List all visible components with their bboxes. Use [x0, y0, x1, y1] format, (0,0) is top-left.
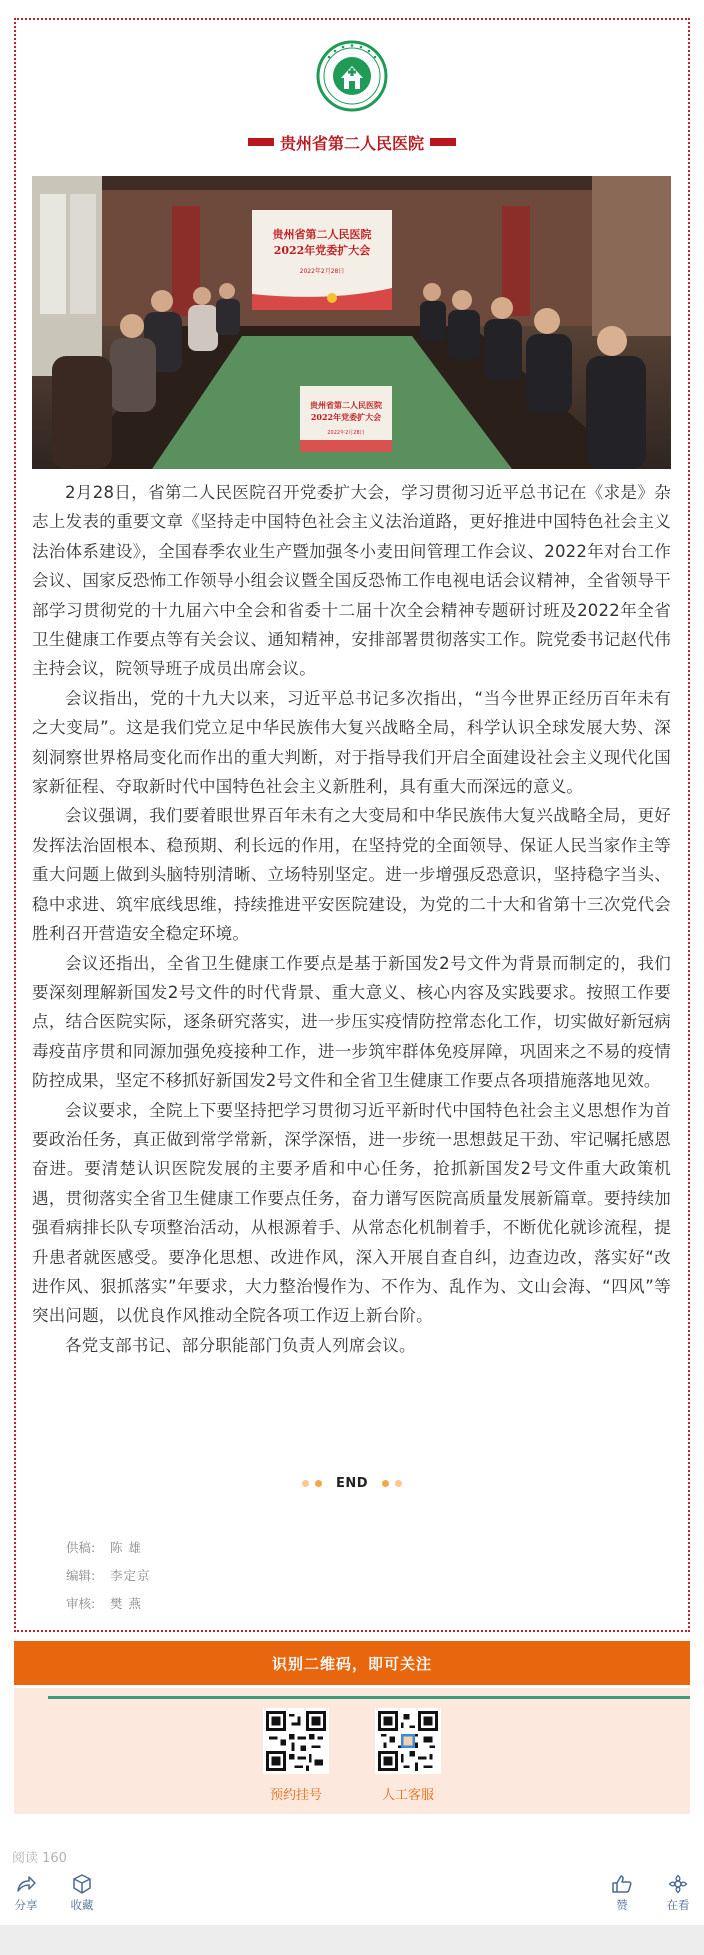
credit-contributor: 供稿: 陈 雄: [66, 1540, 142, 1555]
qr-customer-service[interactable]: [358, 1708, 458, 1803]
screen-title-line1: 贵州省第二人民医院: [272, 228, 372, 241]
watching-button[interactable]: [658, 1874, 698, 1913]
article-paragraph: 会议强调，我们要着眼世界百年未有之大变局和中华民族伟大复兴战略全局，更好发挥法治固根本、稳预期、利长远的作用，在坚持党的全面领导、保证人民当家作主等重大问题上做到头脑特别清晰、立场特别坚定。进一步增强反恐意识，坚持稳字当头、稳中求进、筑牢底线思维，持续推进平安医院建设，为党的二十大和省第十三次党代会胜利召开营造安全稳定环境。: [32, 806, 671, 944]
qr-label-appointment[interactable]: 预约挂号: [269, 1788, 322, 1803]
hospital-name: 贵州省第二人民医院: [279, 133, 424, 153]
article-paragraph: 2月28日，省第二人民医院召开党委扩大会，学习贯彻习近平总书记在《求是》杂志上发表的重要文章《坚持走中国特色社会主义法治道路，更好推进中国特色社会主义法治体系建设》，全国春季农业生产暨加强冬小麦田间管理工作会议、2022年对台工作会议、国家反恐怖工作领导小组会议暨全国反恐怖工作电视电话会议精神，全省领导干部学习贯彻党的十九届六中全会和省委十二届十次全会精神专题研讨班及2022年全省卫生健康工作要点等有关会议、通知精神，安排部署贯彻落实工作。院党委书记赵代伟主持会议，院领导班子成员出席会议。: [32, 483, 671, 679]
share-button[interactable]: [6, 1874, 46, 1913]
title-right-bar: [430, 138, 456, 146]
thumbs-up-icon: [611, 1874, 633, 1894]
qr-appointment[interactable]: [246, 1708, 346, 1803]
favorite-button[interactable]: [62, 1874, 102, 1913]
qr-code-icon[interactable]: [375, 1708, 441, 1774]
qr-label-customer-service[interactable]: 人工客服: [381, 1788, 434, 1803]
watching-label[interactable]: 在看: [666, 1898, 690, 1912]
qr-banner: 识别二维码，即可关注: [14, 1641, 690, 1685]
credit-editor: 编辑: 李定京: [66, 1568, 151, 1583]
screen-title-line2: 2022年党委扩大会: [273, 244, 371, 257]
share-label[interactable]: 分享: [14, 1898, 38, 1912]
credits: [66, 1534, 151, 1618]
title-left-bar: [248, 138, 274, 146]
qr-panel: [14, 1688, 690, 1814]
read-count: 阅读 160: [12, 1851, 67, 1866]
screen-date: 2022年2月28日: [299, 268, 345, 275]
tv-date: 2022年2月28日: [327, 430, 365, 436]
flower-icon: [667, 1874, 689, 1894]
article-body: [32, 478, 671, 1360]
like-label[interactable]: 赞: [616, 1898, 628, 1912]
credit-reviewer: 审核: 樊 燕: [66, 1596, 142, 1611]
green-divider: [48, 1696, 690, 1699]
share-icon: [15, 1874, 37, 1894]
article-paragraph: 各党支部书记、部分职能部门负责人列席会议。: [65, 1335, 416, 1355]
end-marker: [0, 1471, 704, 1495]
decor-dot: [302, 1480, 309, 1487]
article-paragraph: 会议还指出，全省卫生健康工作要点是基于新国发2号文件为背景而制定的，我们要深刻理解新国发2号文件的时代背景、重大意义、核心内容及实践要求。按照工作要点，结合医院实际，逐条研究落实，进一步压实疫情防控常态化工作，切实做好新冠病毒疫苗序贯和同源加强免疫接种工作，进一步筑牢群体免疫屏障，巩固来之不易的疫情防控成果，坚定不移抓好新国发2号文件和全省卫生健康工作要点各项措施落地见效。: [32, 953, 671, 1091]
meeting-photo[interactable]: [32, 176, 671, 469]
meeting-scene-illustration: [32, 176, 671, 469]
hospital-title: [0, 128, 704, 156]
end-text: END: [335, 1475, 369, 1491]
article-paragraph: 会议指出，党的十九大以来，习近平总书记多次指出，“当今世界正经历百年未有之大变局”。这是我们党立足中华民族伟大复兴战略全局，科学认识全球发展大势、深刻洞察世界格局变化而作出的重大判断，对于指导我们开启全面建设社会主义现代化国家新征程、夺取新时代中国特色社会主义新胜利，具有重大而深远的意义。: [32, 688, 671, 797]
qr-code-icon[interactable]: [263, 1708, 329, 1774]
cube-icon: [71, 1874, 93, 1894]
article-paragraph: 会议要求，全院上下要坚持把学习贯彻习近平新时代中国特色社会主义思想作为首要政治任务，真正做到常学常新，深学深悟，进一步统一思想鼓足干劲、牢记嘱托感恩奋进。要清楚认识医院发展的主要矛盾和中心任务，抢抓新国发2号文件重大政策机遇，贯彻落实全省卫生健康工作要点任务，奋力谱写医院高质量发展新篇章。要持续加强看病排长队专项整治活动，从根源着手、从常态化机制着手，不断优化就诊流程，提升患者就医感受。要净化思想、改进作风，深入开展自查自纠，边查边改，落实好“改进作风、狠抓落实”年要求，大力整治慢作为、不作为、乱作为、文山会海、“四风”等突出问题，以优良作风推动全院各项工作迈上新台阶。: [32, 1100, 671, 1326]
like-button[interactable]: [602, 1874, 642, 1913]
bottom-bar: [0, 1925, 704, 1955]
decor-dot: [395, 1480, 402, 1487]
tv-title-line1: 贵州省第二人民医院: [310, 400, 382, 410]
hospital-emblem-icon: [316, 40, 388, 112]
tv-title-line2: 2022年党委扩大会: [310, 412, 382, 422]
decor-dot: [382, 1480, 389, 1487]
favorite-label[interactable]: 收藏: [70, 1898, 94, 1912]
decor-dot: [315, 1480, 322, 1487]
